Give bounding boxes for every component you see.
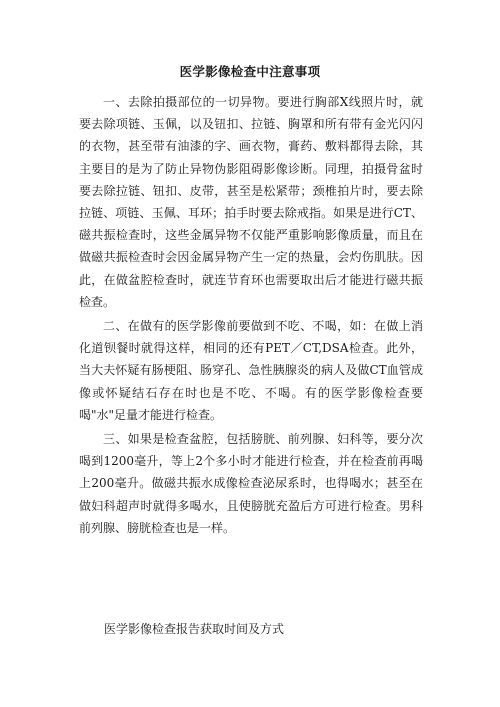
document-body: [79, 91, 423, 540]
document-title: 医学影像检查中注意事项: [179, 64, 321, 79]
paragraph-remove-foreign-objects: 一、去除拍摄部位的一切异物。要进行胸部X线照片时，就要去除项链、玉佩，以及钮扣、拉链、胸罩和所有带有金光闪闪的衣物，甚至带有油漆的字、画衣物，膏药、敷料都得去除，其主要目的是为了防止异物伪影阻碍影像诊断。同理，拍摄骨盆时要去除拉链、钮扣、皮带，甚至是松紧带；颈椎拍片时，要去除拉链、项链、玉佩、耳环；拍手时要去除戒指。如果是进行CT、磁共振检查时，这些金属异物不仅能严重影响影像质量，而且在做磁共振检查时会因金属异物产生一定的热量，会灼伤肌肤。因此，在做盆腔检查时，就连节育环也需要取出后才能进行磁共振检查。: [79, 95, 423, 309]
section-subheading: 医学影像检查报告获取时间及方式: [104, 622, 285, 636]
paragraph-fasting-requirements: 二、在做有的医学影像前要做到不吃、不喝，如：在做上消化道钡餐时就得这样，相同的还有PET／CT,DSA检查。此外，当大夫怀疑有肠梗阻、肠穿孔、急性胰腺炎的病人及做CT血管成像或怀疑结石存在时也是不吃、不喝。有的医学影像检查要喝"水"足量才能进行检查。: [79, 319, 423, 422]
paragraph-pelvic-exam-water: 三、如果是检查盆腔，包括膀胱、前列腺、妇科等，要分次喝到1200毫升，等上2个多小时才能进行检查，并在检查前再喝上200毫升。做磁共振水成像检查泌尿系时，也得喝水；甚至在做妇科超声时就得多喝水，且使膀胱充盈后方可进行检查。男科前列腺、膀胱检查也是一样。: [79, 432, 423, 535]
